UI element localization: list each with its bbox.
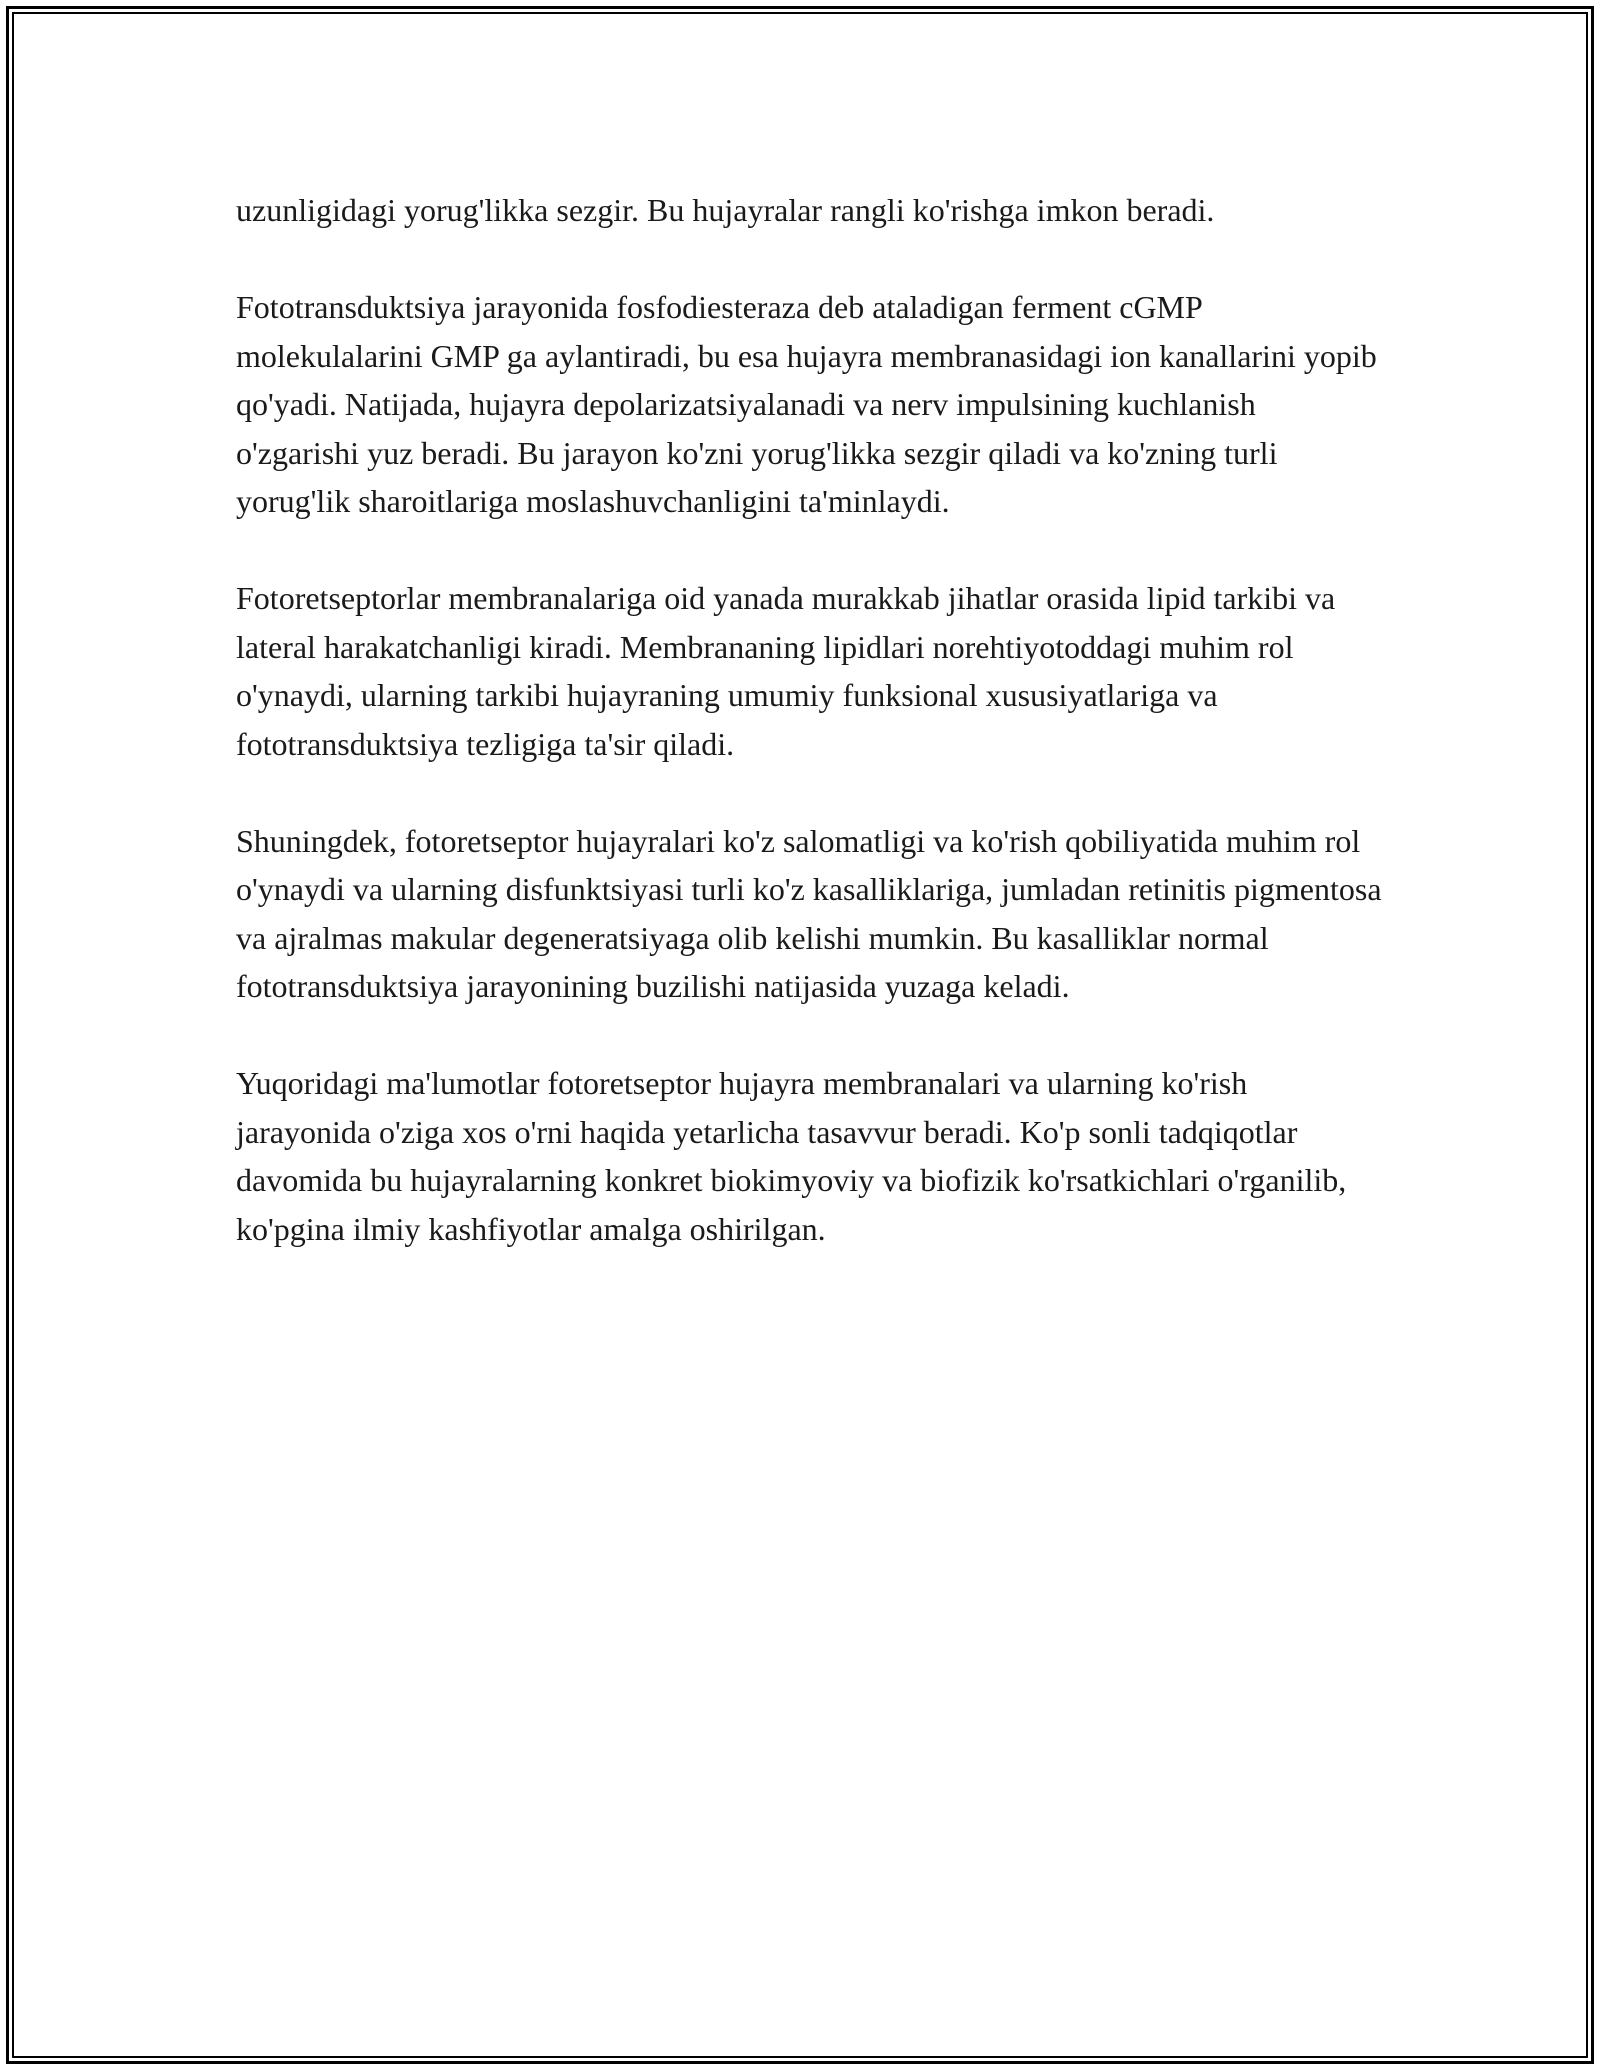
document-body — [236, 186, 1386, 1253]
paragraph-3: Fotoretseptorlar membranalariga oid yanada murakkab jihatlar orasida lipid tarkibi va lateral harakatchanligi kiradi. Membrananing lipidlari norehtiyotoddagi muhim rol o'ynaydi, ularning tarkibi hujayraning umumiy funksional xususiyatlariga va fototransduktsiya tezligiga ta'sir qiladi. — [236, 580, 1336, 762]
paragraph-1: uzunligidagi yorug'likka sezgir. Bu hujayralar rangli ko'rishga imkon beradi. — [236, 192, 1215, 228]
paragraph-4: Shuningdek, fotoretseptor hujayralari ko'z salomatligi va ko'rish qobiliyatida muhim rol o'ynaydi va ularning disfunktsiyasi turli ko'z kasalliklariga, jumladan retinitis pigmentosa va ajralmas makular degeneratsiyaga olib kelishi mumkin. Bu kasalliklar normal fototransduktsiya jarayonining buzilishi natijasida yuzaga keladi. — [236, 822, 1382, 1004]
paragraph-2: Fototransduktsiya jarayonida fosfodiesteraza deb ataladigan ferment cGMP molekulalarini GMP ga aylantiradi, bu esa hujayra membranasidagi ion kanallarini yopib qo'yadi. Natijada, hujayra depolarizatsiyalanadi va nerv impulsining kuchlanish o'zgarishi yuz beradi. Bu jarayon ko'zni yorug'likka sezgir qiladi va ko'zning turli yorug'lik sharoitlariga moslashuvchanligini ta'minlaydi. — [236, 289, 1377, 519]
paragraph-5: Yuqoridagi ma'lumotlar fotoretseptor hujayra membranalari va ularning ko'rish jarayonida o'ziga xos o'rni haqida yetarlicha tasavvur beradi. Ko'p sonli tadqiqotlar davomida bu hujayralarning konkret biokimyoviy va biofizik ko'rsatkichlari o'rganilib, ko'pgina ilmiy kashfiyotlar amalga oshirilgan. — [236, 1065, 1347, 1247]
